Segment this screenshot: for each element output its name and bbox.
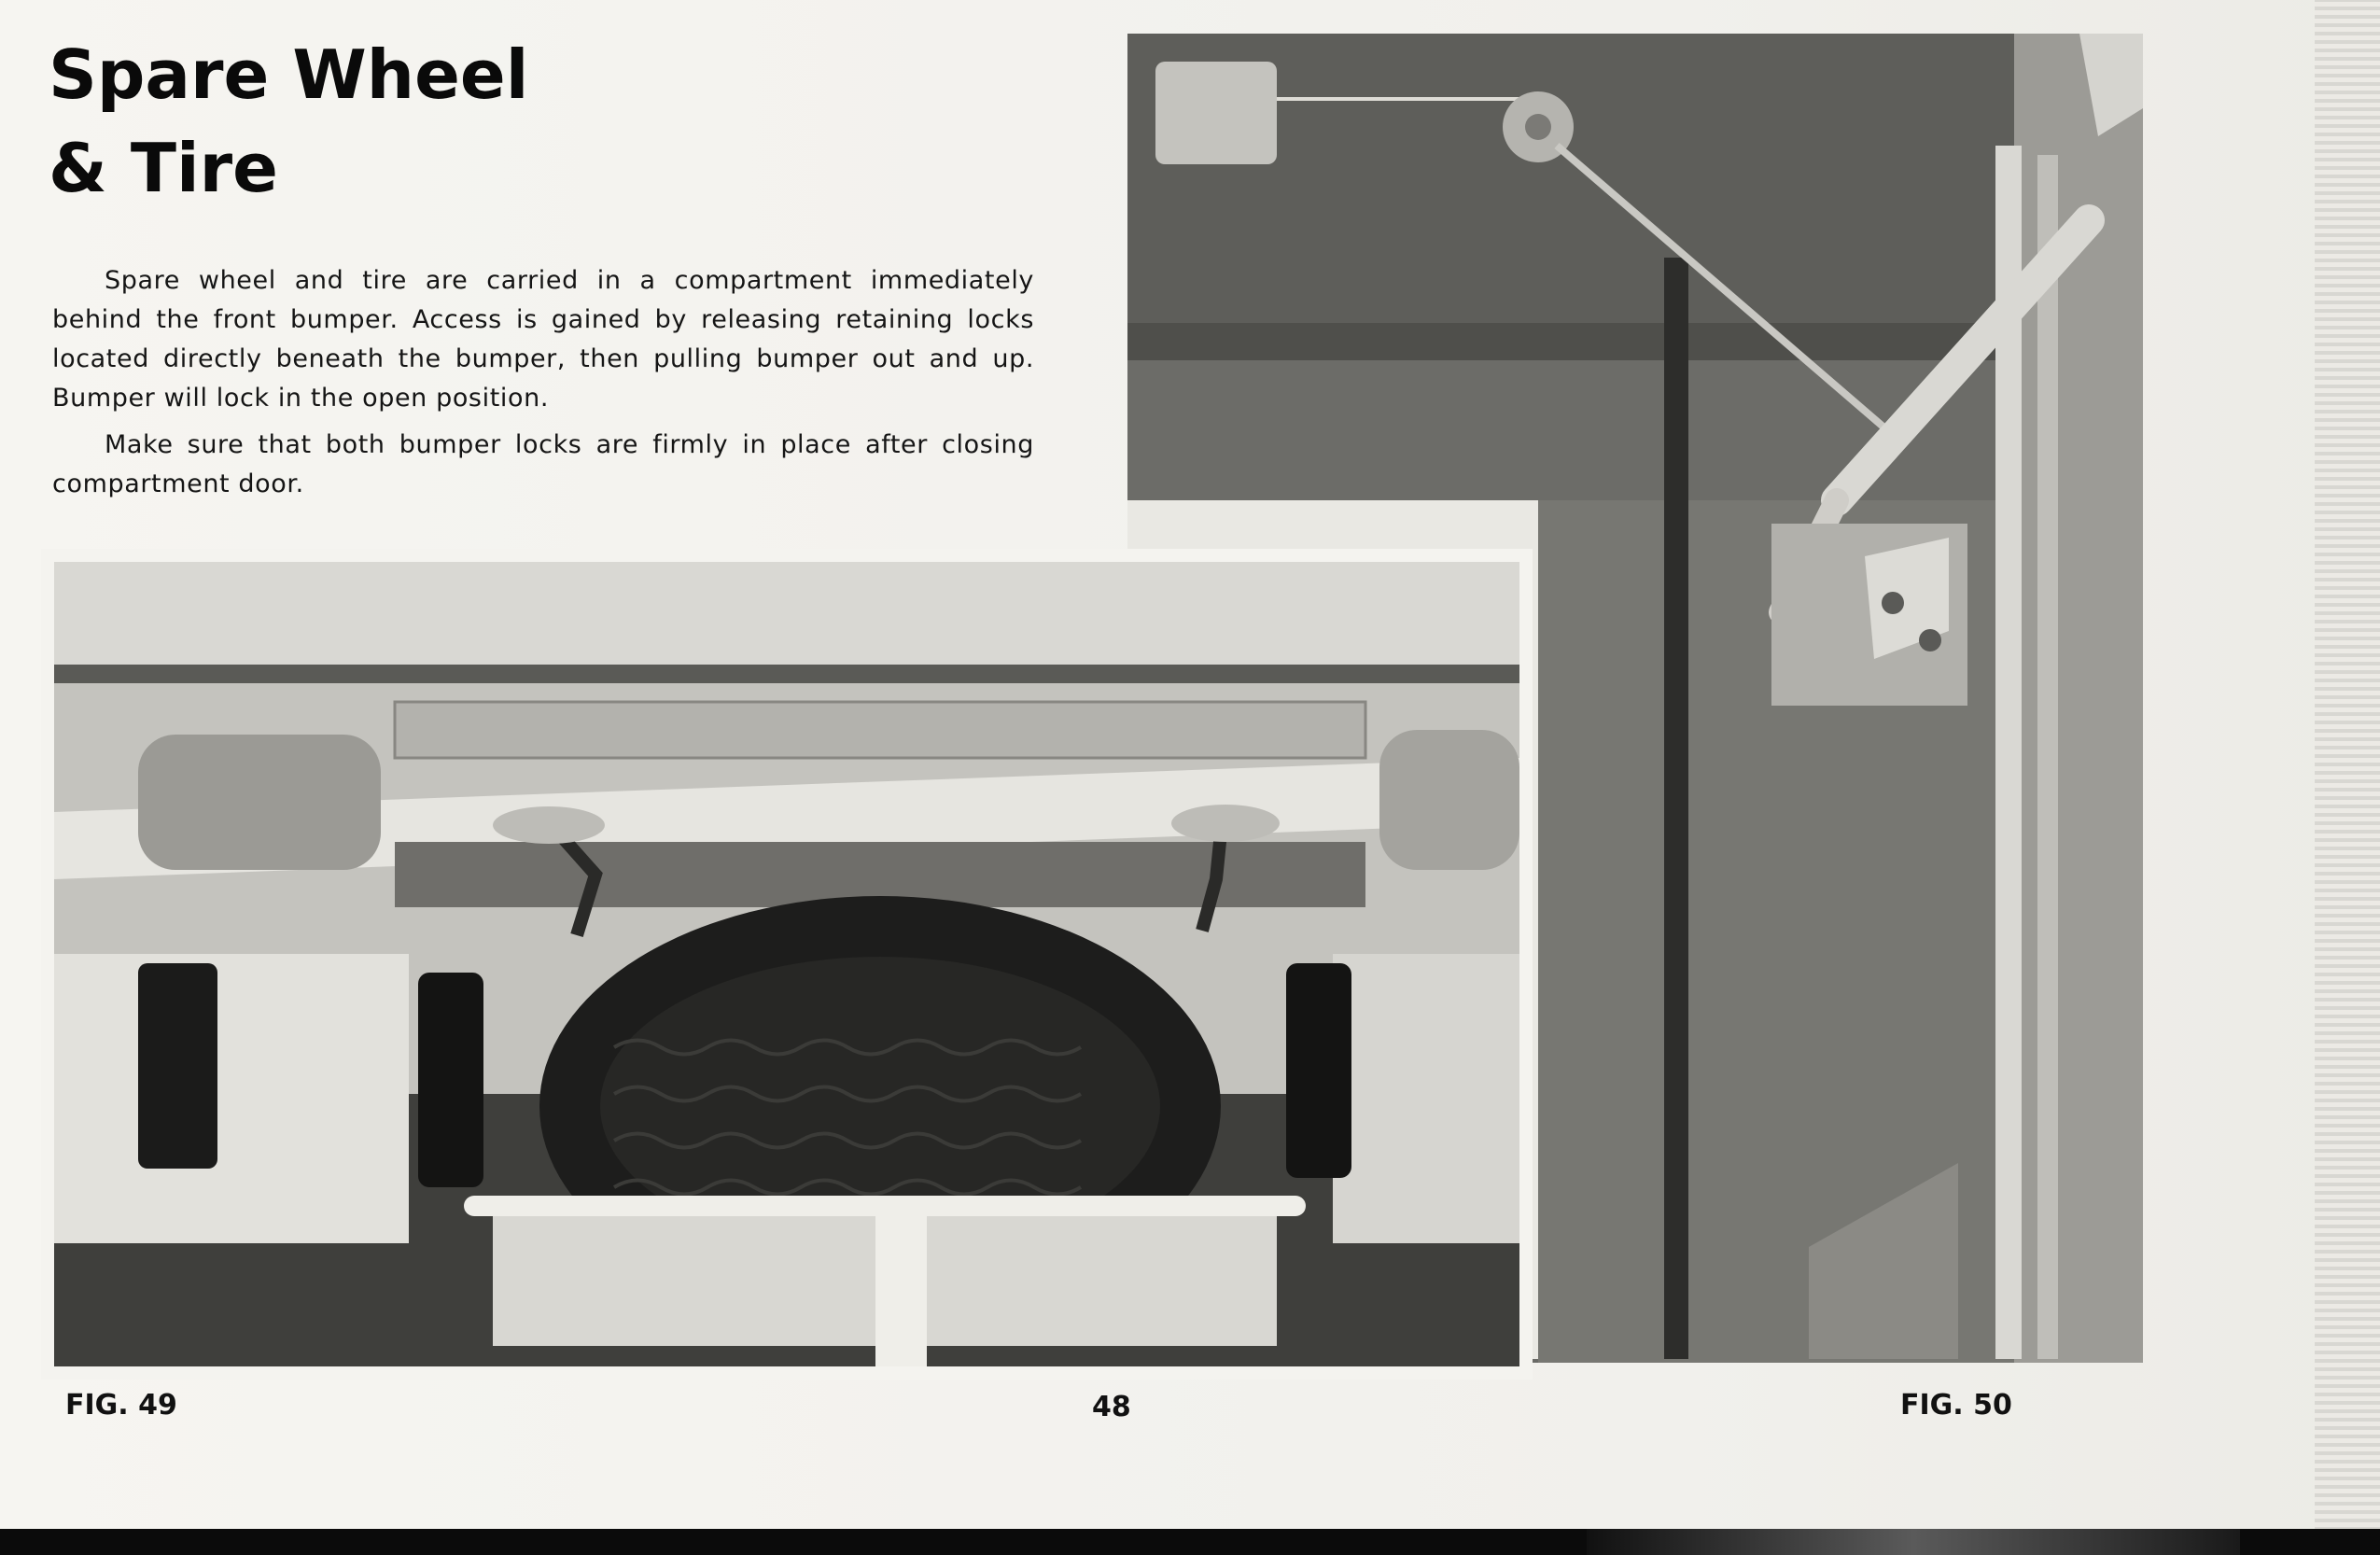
section-title [49,28,528,215]
body-text [52,261,1034,504]
paragraph-2: Make sure that both bumper locks are firmly in place after closing compartment door. [52,430,1034,498]
title-line-2: & Tire [49,129,278,207]
spare-tire-compartment-photo-icon [54,562,1519,1366]
title-line-1: Spare Wheel [49,35,529,114]
paragraph-1: Spare wheel and tire are carried in a compartment immediately behind the front bumper. Access is gained by releasing retaining locks located directly beneath the bumper, then pulling bumper out and up. Bumper will lock in the open position. [52,266,1034,413]
scan-bottom-border [0,1529,2380,1555]
fig-49-photo [54,562,1519,1366]
fig-49-caption: FIG. 49 [65,1389,177,1422]
fig-50-caption: FIG. 50 [1900,1389,2012,1422]
page-number: 48 [1092,1391,1131,1423]
scan-binding-edge [2315,0,2380,1531]
